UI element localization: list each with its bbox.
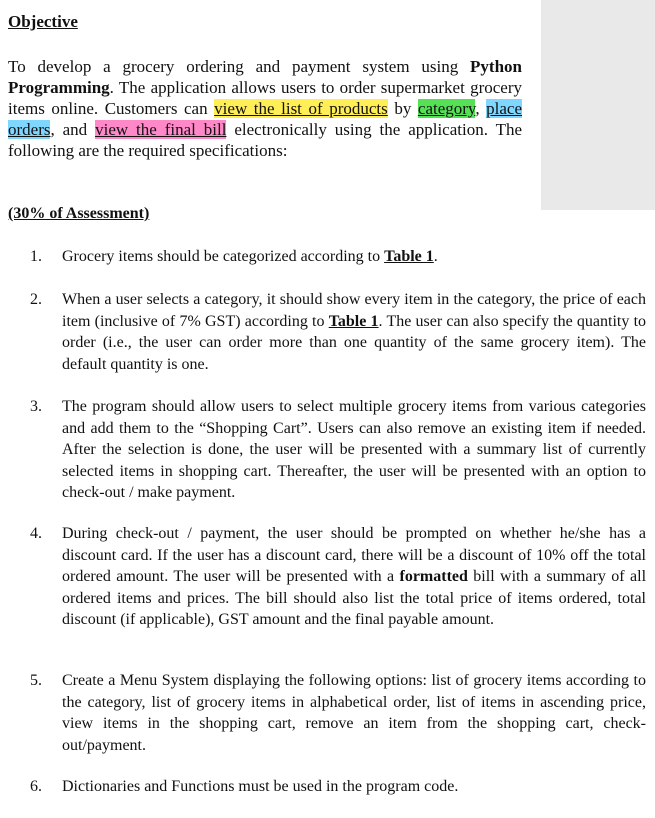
highlight-view-list: view the list of products [214,99,388,118]
item-text: . The user can also specify the quantity to order (i.e., the user can order more than one quantity of the same grocery item). The default quantity is one. [62,312,647,373]
spec-item-4 [30,523,646,631]
page-title: Objective [8,12,78,31]
spec-item-6 [30,776,646,798]
highlight-place-orders: place orders [8,99,523,139]
intro-paragraph [8,56,522,161]
item-text: The program should allow users to select multiple grocery items from various categories and add them to the “Shopping Cart”. Users can also remove an existing item if needed. After the selection is done, the user will be presented with a summary list of currently selected items in shopping cart. Thereafter, the user will be presented with an option to check-out / make payment. [62,398,646,501]
spec-item-3 [30,396,646,504]
intro-text: To develop a grocery ordering and payment system using [8,57,471,76]
item-number: 1. [30,248,42,265]
intro-text: by [387,99,418,118]
table-reference: Table 1 [384,248,434,265]
spec-item-2 [30,289,646,375]
item-text: Dictionaries and Functions must be used in the program code. [62,778,459,795]
intro-python-bold: Python Programming [8,57,522,97]
assessment-label: (30% of Assessment) [8,205,150,222]
item-number: 3. [30,398,42,415]
item-number: 5. [30,672,42,689]
item-number: 6. [30,778,42,795]
item-text: . [433,248,438,265]
item-text: bill with a summary of all ordered items and prices. The bill should also list the total price of items ordered, total discount (if applicable), GST amount and the final payable amount. [62,568,647,628]
intro-text: . The application allows users to order supermarket grocery items online. Customers can [8,78,522,118]
item-number: 2. [30,291,42,308]
table-reference: Table 1 [328,312,379,330]
spec-item-1 [30,246,646,268]
intro-text: , [475,99,487,118]
redaction-block [541,0,655,210]
item-text: When a user selects a category, it should show every item in the category, the price of each item (inclusive of 7% GST) according to [62,291,646,330]
item-text: Grocery items should be categorized according to [62,248,385,265]
item-text: During check-out / payment, the user should be prompted on whether he/she has a discount card. If the user has a discount card, there will be a discount of 10% off the total ordered amount. The user will be presented with a [62,525,646,585]
item-bold-text: formatted [399,568,468,585]
highlight-category: category [417,99,476,118]
item-text: Create a Menu System displaying the following options: list of grocery items according to the category, list of grocery items in alphabetical order, list of items in ascending price, view items in the shopping cart, remove an item from the shopping cart, check-out/payment. [62,672,646,754]
item-number: 4. [30,525,42,542]
spec-item-5 [30,670,646,756]
highlight-final-bill: view the final bill [95,120,227,139]
intro-text: electronically using the application. The following are the required specifications: [8,120,522,160]
intro-text: , and [50,120,96,139]
